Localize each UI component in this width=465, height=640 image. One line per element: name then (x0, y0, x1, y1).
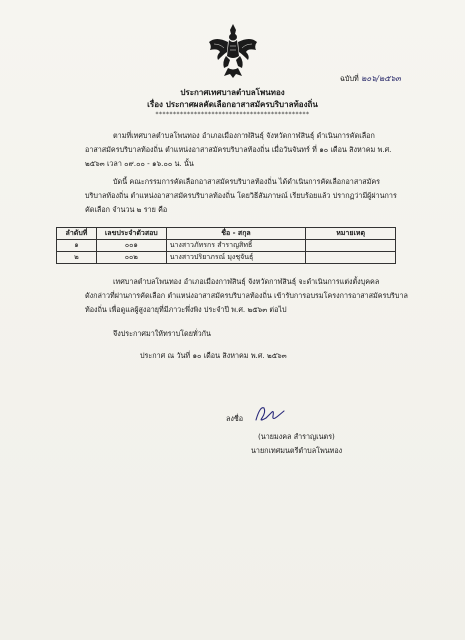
signer-name: (นายมงคล สำราญเนตร) (258, 432, 335, 441)
row-exam-id: ๐๐๒ (96, 252, 166, 264)
table-header-row (57, 228, 396, 240)
row-exam-id: ๐๐๑ (96, 240, 166, 252)
announcement-subject: เรื่อง ประกาศผลคัดเลือกอาสาสมัครบริบาลท้องถิ่น (147, 100, 318, 109)
announcement-title: ประกาศเทศบาลตำบลโพนทอง (180, 88, 285, 97)
para2-line-3: คัดเลือก จำนวน ๒ ราย คือ (85, 205, 168, 214)
para2-line-1: บัดนี้ คณะกรรมการคัดเลือกอาสาสมัครบริบาลท้องถิ่น ได้ดำเนินการคัดเลือกอาสาสมัคร (113, 177, 381, 186)
para3-line-3: ท้องถิ่น เพื่อดูแลผู้สูงอายุที่มีภาวะพึ่งพิง ประจำปี พ.ศ. ๒๕๖๓ ต่อไป (85, 305, 287, 314)
document-number-value: ๒๐๖/๒๕๖๓ (361, 74, 401, 83)
para3-line-2: ดังกล่าวที่ผ่านการคัดเลือก ตำแหน่งอาสาสมัครบริบาลท้องถิ่น เข้ารับการอบรมโครงการอาสาสมัครบริบาล (85, 291, 408, 300)
table-row (57, 252, 396, 264)
signer-position: นายกเทศมนตรีตำบลโพนทอง (251, 446, 343, 455)
para1-line-1: ตามที่เทศบาลตำบลโพนทอง อำเภอเมืองกาฬสินธุ์ จังหวัดกาฬสินธุ์ ดำเนินการคัดเลือก (113, 131, 375, 140)
para1-line-2: อาสาสมัครบริบาลท้องถิ่น ตำแหน่งอาสาสมัครบริบาลท้องถิ่น เมื่อวันจันทร์ ที่ ๑๐ เดือน สิงหาคม พ.ศ. (85, 145, 392, 154)
garuda-emblem-icon (206, 22, 260, 80)
header-no: ลำดับที่ (57, 228, 97, 240)
signature-mark (250, 402, 290, 426)
document-number (340, 72, 401, 85)
row-remark (306, 252, 396, 264)
date-line: ประกาศ ณ วันที่ ๑๐ เดือน สิงหาคม พ.ศ. ๒๕๖๓ (140, 351, 287, 360)
header-remark: หมายเหตุ (306, 228, 396, 240)
candidates-table (56, 227, 396, 264)
row-no: ๑ (57, 240, 97, 252)
header-name: ชื่อ - สกุล (166, 228, 306, 240)
announce-line: จึงประกาศมาให้ทราบโดยทั่วกัน (113, 329, 211, 338)
row-name: นางสาวปริยาภรณ์ มุงชุจันธุ์ (166, 252, 306, 264)
document-number-label: ฉบับที่ (340, 74, 359, 83)
separator-line: ******************************************** (155, 111, 310, 118)
row-remark (306, 240, 396, 252)
row-name: นางสาวภัทรกร สำราญสิทธิ์ (166, 240, 306, 252)
row-no: ๒ (57, 252, 97, 264)
para2-line-2: บริบาลท้องถิ่น ตำแหน่งอาสาสมัครบริบาลท้องถิ่น โดยวิธีสัมภาษณ์ เรียบร้อยแล้ว ปรากฏว่ามีผู้ผ่านการ (85, 191, 397, 200)
para3-line-1: เทศบาลตำบลโพนทอง อำเภอเมืองกาฬสินธุ์ จังหวัดกาฬสินธุ์ จะดำเนินการแต่งตั้งบุคคล (113, 277, 380, 286)
sign-label: ลงชื่อ (226, 414, 244, 423)
para1-line-3: ๒๕๖๓ เวลา ๐๙.๐๐ - ๑๖.๐๐ น. นั้น (85, 159, 194, 168)
header-exam-id: เลขประจำตัวสอบ (96, 228, 166, 240)
table-row (57, 240, 396, 252)
